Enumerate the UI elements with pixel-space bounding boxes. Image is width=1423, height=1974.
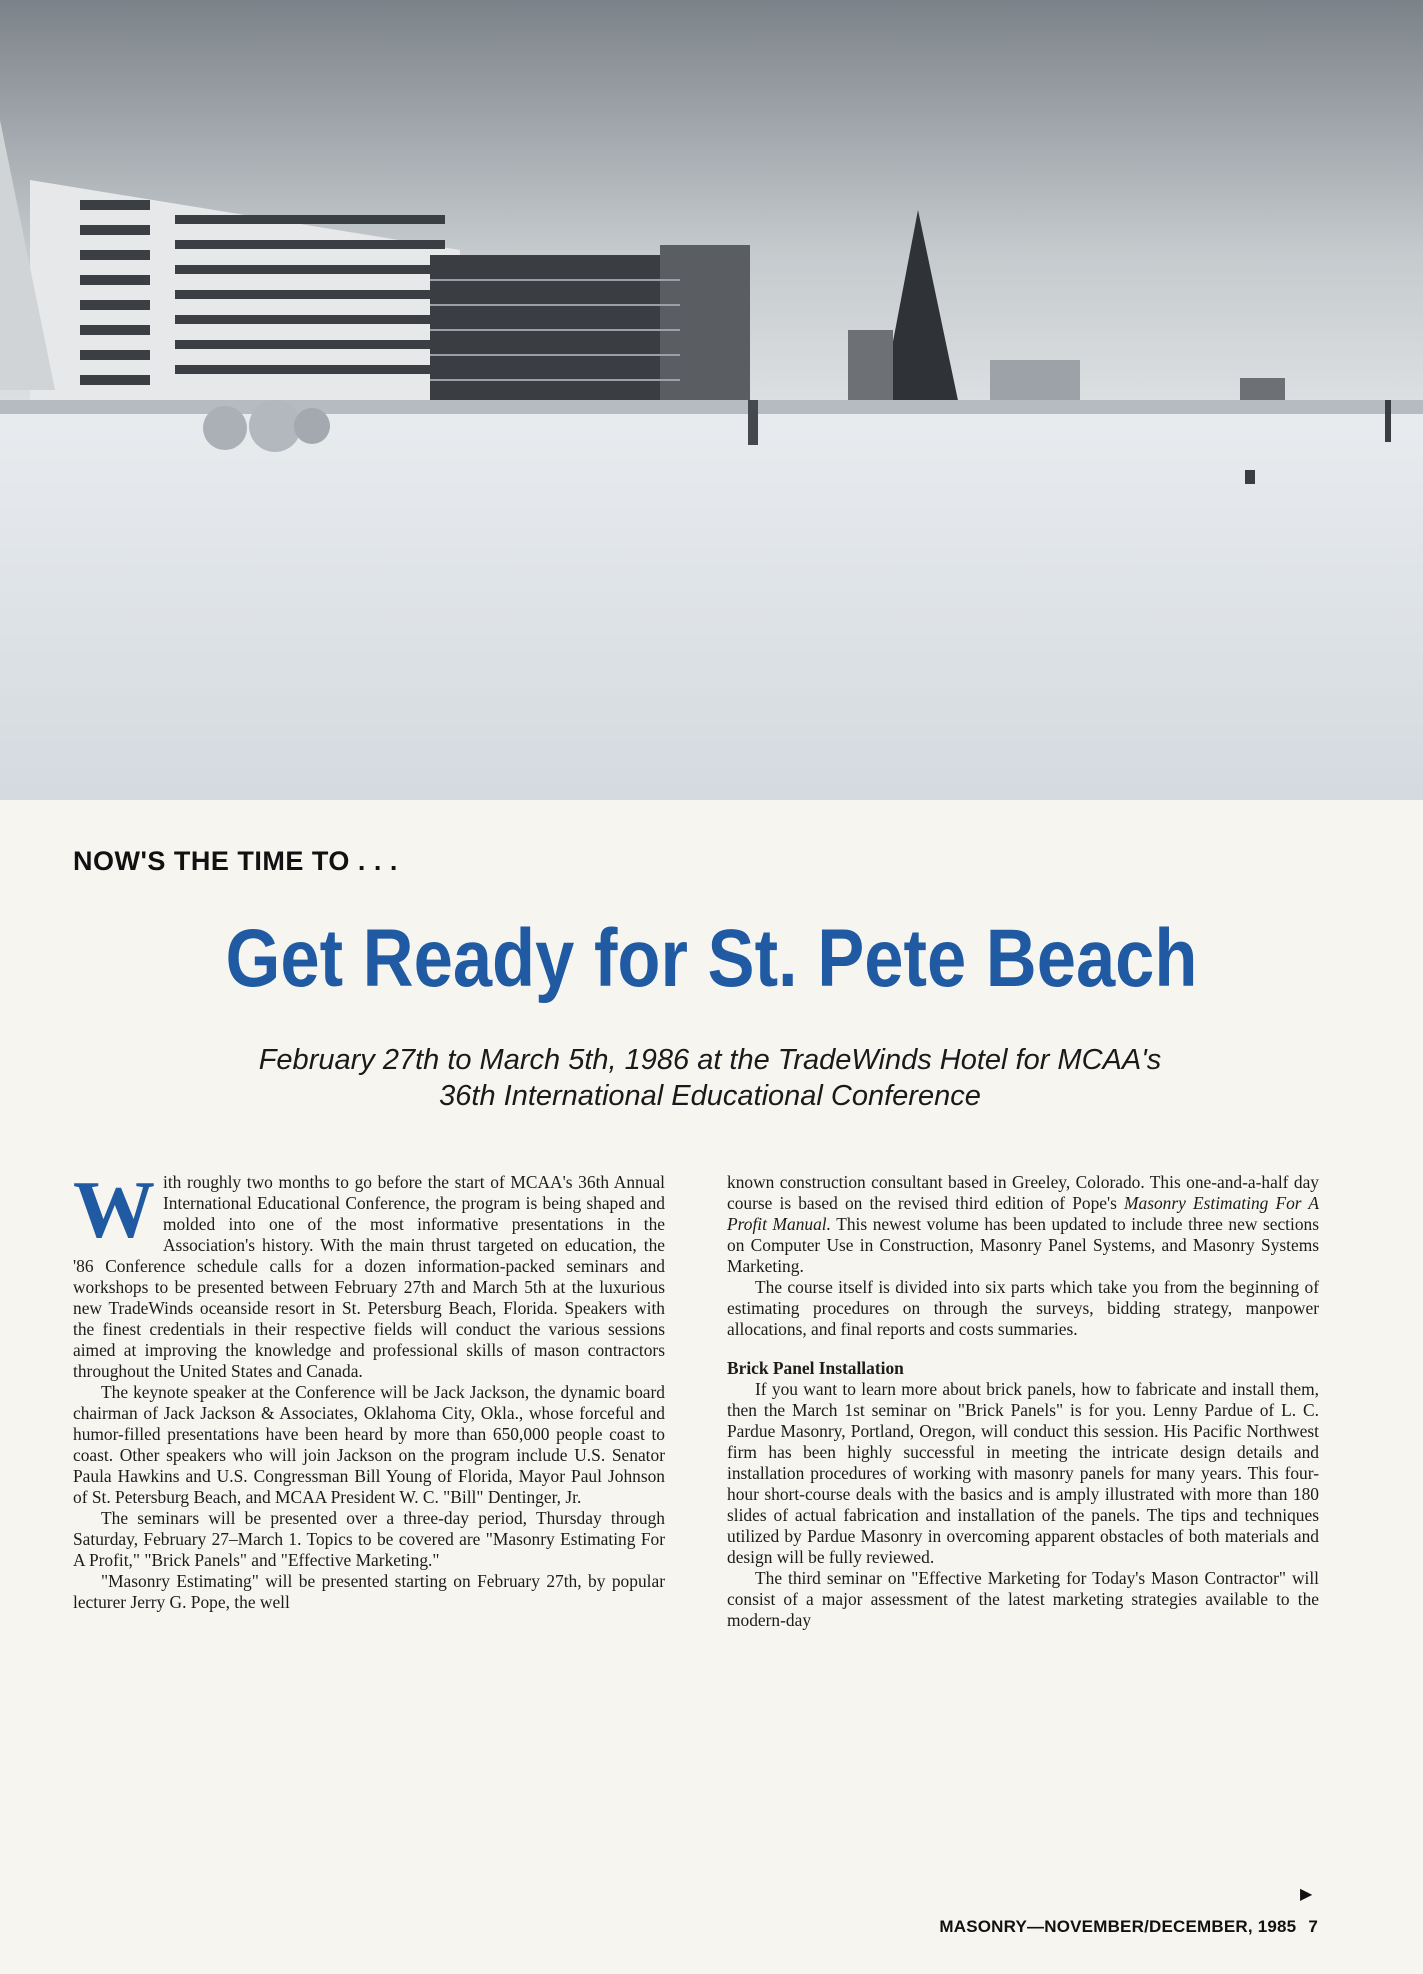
subhead-line-2: 36th International Educational Conference — [439, 1080, 981, 1112]
triangle-right-icon: ▶ — [1300, 1884, 1313, 1903]
subhead-line-1: February 27th to March 5th, 1986 at the TradeWinds Hotel for MCAA's — [258, 1044, 1162, 1076]
running-footer: MASONRY—NOVEMBER/DECEMBER, 1985 — [939, 1917, 1297, 1936]
article-column-right — [727, 1172, 1319, 1631]
paragraph-3: The seminars will be presented over a three-day period, Thursday through Saturday, February 27–March 1. Topics to be covered are "Masonry Estimating For A Profit," "Brick Panels" and "Effective Marketing." — [73, 1508, 665, 1570]
article-column-left — [73, 1164, 665, 1613]
section-heading-brick-panel: Brick Panel Installation — [727, 1358, 904, 1378]
article-headline: Get Ready for St. Pete Beach — [225, 913, 1198, 1004]
drop-cap: W — [73, 1164, 155, 1255]
paragraph-5 — [727, 1172, 1319, 1277]
paragraph-8: The third seminar on "Effective Marketing for Today's Mason Contractor" will consist of a major assessment of the latest marketing strategies available to the modern-day — [727, 1568, 1319, 1630]
kicker-heading: NOW'S THE TIME TO . . . — [73, 846, 398, 876]
article-subhead — [150, 1042, 1270, 1114]
paragraph-4: "Masonry Estimating" will be presented starting on February 27th, by popular lecturer Jerry G. Pope, the well — [73, 1571, 665, 1612]
paragraph-7: If you want to learn more about brick panels, how to fabricate and install them, then the March 1st seminar on "Brick Panels" is for you. Lenny Pardue of L. C. Pardue Masonry, Portland, Oregon, will conduct this session. His Pacific Northwest firm has been highly successful in meeting the intricate design details and installation procedures of working with masonry panels for many years. This four-hour short-course deals with the basics and is amply illustrated with more than 180 slides of actual fabrication and installation of the panels. The tips and techniques utilized by Pardue Masonry in overcoming apparent obstacles of both materials and design will be fully reviewed. — [727, 1379, 1319, 1567]
paragraph-1-text: ith roughly two months to go before the start of MCAA's 36th Annual International Educational Conference, the program is being shaped and molded into one of the most informative presentations in the Association's history. With the main thrust targeted on education, the '86 Conference schedule calls for a dozen information-packed seminars and workshops to be presented between February 27th and March 5th at the luxurious new TradeWinds oceanside resort in St. Petersburg Beach, Florida. Speakers with the finest credentials in their respective fields will conduct the various sessions aimed at improving the knowledge and professional skills of mason contractors throughout the United States and Canada. — [73, 1172, 665, 1381]
paragraph-1 — [73, 1164, 665, 1382]
paragraph-5-text-b: This newest volume has been updated to include three new sections on Computer Use in Construction, Masonry Panel Systems, and Masonry Systems Marketing. — [727, 1214, 1319, 1276]
page-footer — [939, 1917, 1318, 1937]
paragraph-6: The course itself is divided into six parts which take you from the beginning of estimating procedures on through the surveys, bidding strategy, manpower allocations, and final reports and costs summaries. — [727, 1277, 1319, 1339]
manual-title: Masonry Estimating For A Profit Manual. — [727, 1193, 1319, 1234]
page-number: 7 — [1308, 1917, 1318, 1936]
paragraph-2: The keynote speaker at the Conference will be Jack Jackson, the dynamic board chairman of Jack Jackson & Associates, Oklahoma City, Okla., whose forceful and humor-filled presentations have been heard by more than 650,000 people coast to coast. Other speakers who will join Jackson on the program include U.S. Senator Paula Hawkins and U.S. Congressman Bill Young of Florida, Mayor Paul Johnson of St. Petersburg Beach, and MCAA President W. C. "Bill" Dentinger, Jr. — [73, 1382, 665, 1507]
beach-hotel-photo — [0, 0, 1423, 800]
paragraph-5-text-a: known construction consultant based in Greeley, Colorado. This one-and-a-half day course is based on the revised third edition of Pope's — [727, 1172, 1319, 1213]
